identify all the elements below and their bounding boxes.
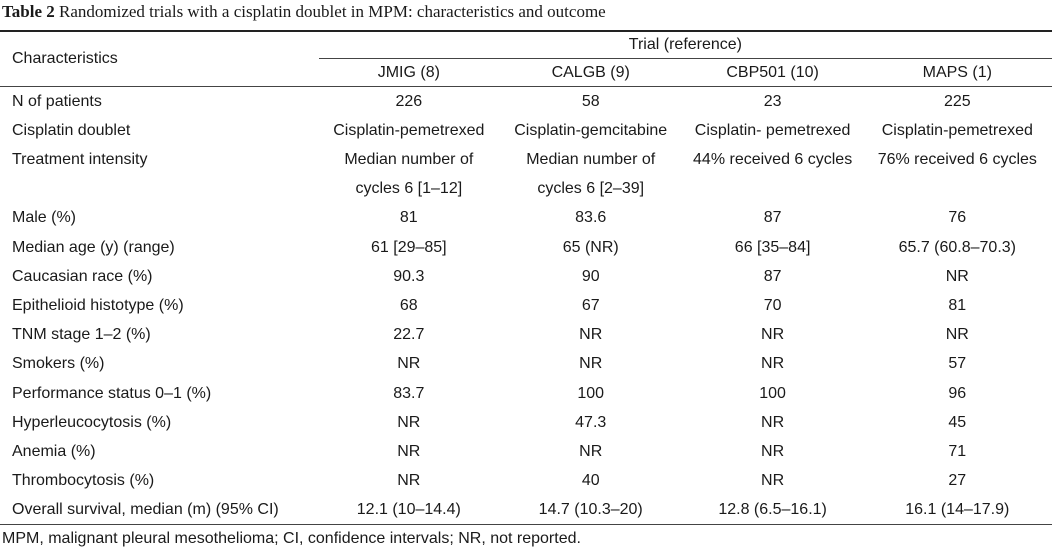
cell-value: 44% received 6 cycles xyxy=(693,151,853,169)
cell-value: 14.7 (10.3–20) xyxy=(499,495,683,525)
table-row xyxy=(0,145,1052,203)
cell-value: Cisplatin-gemcitabine xyxy=(514,122,668,140)
table-row xyxy=(0,233,1052,262)
table-row xyxy=(0,87,1052,117)
cell-value: Cisplatin-pemetrexed xyxy=(881,122,1033,140)
header-trial-cbp501: CBP501 (10) xyxy=(683,59,863,87)
table-caption-text: Randomized trials with a cisplatin doublet in MPM: characteristics and outcome xyxy=(54,2,606,21)
row-label: Treatment intensity xyxy=(12,151,148,169)
cell-value: 81 xyxy=(399,209,418,227)
row-label: TNM stage 1–2 (%) xyxy=(12,326,151,344)
cell-value: 90.3 xyxy=(393,267,425,285)
row-label: Hyperleucocytosis (%) xyxy=(12,413,172,431)
table-row xyxy=(0,437,1052,466)
cell-value: 40 xyxy=(581,472,600,490)
cell-value: 58 xyxy=(581,93,600,110)
table-row xyxy=(0,379,1052,408)
table-row xyxy=(0,408,1052,437)
cell-value: NR xyxy=(761,472,785,490)
row-label: Epithelioid histotype (%) xyxy=(12,296,184,314)
cell-value: Median number of cycles 6 [2–39] xyxy=(526,151,656,198)
cell-value: NR xyxy=(579,355,603,373)
header-trial-jmig: JMIG (8) xyxy=(319,59,499,87)
cell-value: NR xyxy=(397,472,421,490)
cell-value: Median number of cycles 6 [1–12] xyxy=(344,151,474,198)
cell-value: 83.6 xyxy=(575,209,607,227)
row-label: Performance status 0–1 (%) xyxy=(12,384,212,402)
cell-value: 87 xyxy=(763,209,782,227)
cell-value: 87 xyxy=(763,267,782,285)
cell-value: 65 (NR) xyxy=(562,238,619,256)
table-footnote: MPM, malignant pleural mesothelioma; CI, confidence intervals; NR, not reported. xyxy=(2,530,581,547)
row-label: Median age (y) (range) xyxy=(12,238,175,256)
table-row xyxy=(0,466,1052,495)
cell-value: NR xyxy=(761,326,785,344)
cell-value: NR xyxy=(397,413,421,431)
cell-value: 70 xyxy=(763,296,782,314)
header-row-group xyxy=(0,31,1052,59)
header-trial-group: Trial (reference) xyxy=(319,31,1052,59)
table-row xyxy=(0,116,1052,145)
cell-value: 23 xyxy=(763,93,782,110)
cell-value: 76% received 6 cycles xyxy=(877,151,1037,169)
cell-value: 76 xyxy=(948,209,967,227)
cell-value: 96 xyxy=(948,384,967,402)
cell-value: 47.3 xyxy=(575,413,607,431)
row-label: Male (%) xyxy=(12,209,77,227)
cell-value: NR xyxy=(579,326,603,344)
cell-value: 22.7 xyxy=(393,326,425,344)
cell-value: Cisplatin-pemetrexed xyxy=(333,122,485,140)
cell-value: 83.7 xyxy=(393,384,425,402)
cell-value: NR xyxy=(397,442,421,460)
cell-value: 57 xyxy=(948,355,967,373)
header-trial-calgb: CALGB (9) xyxy=(499,59,683,87)
cell-value: NR xyxy=(761,442,785,460)
cell-value: NR xyxy=(761,355,785,373)
cell-value: 225 xyxy=(943,93,971,110)
cell-value: 27 xyxy=(948,472,967,490)
row-label: Thrombocytosis (%) xyxy=(12,472,155,490)
cell-value: 45 xyxy=(948,413,967,431)
cell-value: 68 xyxy=(399,296,418,314)
cell-value: NR xyxy=(945,267,969,285)
row-label: Overall survival, median (m) (95% CI) xyxy=(0,495,319,525)
cell-value: 100 xyxy=(759,384,786,402)
cell-value: 16.1 (14–17.9) xyxy=(863,495,1052,525)
table-caption-label: Table 2 xyxy=(2,2,55,21)
row-label: Caucasian race (%) xyxy=(12,267,153,285)
cell-value: NR xyxy=(945,326,969,344)
table-row xyxy=(0,495,1052,525)
cell-value: NR xyxy=(761,413,785,431)
row-label: N of patients xyxy=(12,93,102,110)
table-row xyxy=(0,320,1052,349)
cell-value: NR xyxy=(579,442,603,460)
row-label: Anemia (%) xyxy=(12,442,96,460)
cell-value: 66 [35–84] xyxy=(734,238,811,256)
row-label: Cisplatin doublet xyxy=(12,122,131,140)
table-row xyxy=(0,203,1052,232)
table-row xyxy=(0,349,1052,378)
cell-value: 12.8 (6.5–16.1) xyxy=(683,495,863,525)
cell-value: 61 [29–85] xyxy=(371,238,447,256)
cell-value: 226 xyxy=(395,93,423,110)
cell-value: 65.7 (60.8–70.3) xyxy=(898,238,1016,256)
table-row xyxy=(0,262,1052,291)
cell-value: NR xyxy=(397,355,421,373)
cell-value: 90 xyxy=(581,267,600,285)
table-caption xyxy=(2,2,606,22)
cell-value: Cisplatin- pemetrexed xyxy=(694,122,851,140)
cell-value: 67 xyxy=(581,296,600,314)
row-label: Smokers (%) xyxy=(12,355,105,373)
cell-value: 100 xyxy=(577,384,605,402)
cell-value: 81 xyxy=(948,296,967,314)
trials-table xyxy=(0,30,1052,525)
header-characteristics: Characteristics xyxy=(0,31,319,87)
header-trial-maps: MAPS (1) xyxy=(863,59,1052,87)
cell-value: 12.1 (10–14.4) xyxy=(319,495,499,525)
table-row xyxy=(0,291,1052,320)
cell-value: 71 xyxy=(948,442,967,460)
